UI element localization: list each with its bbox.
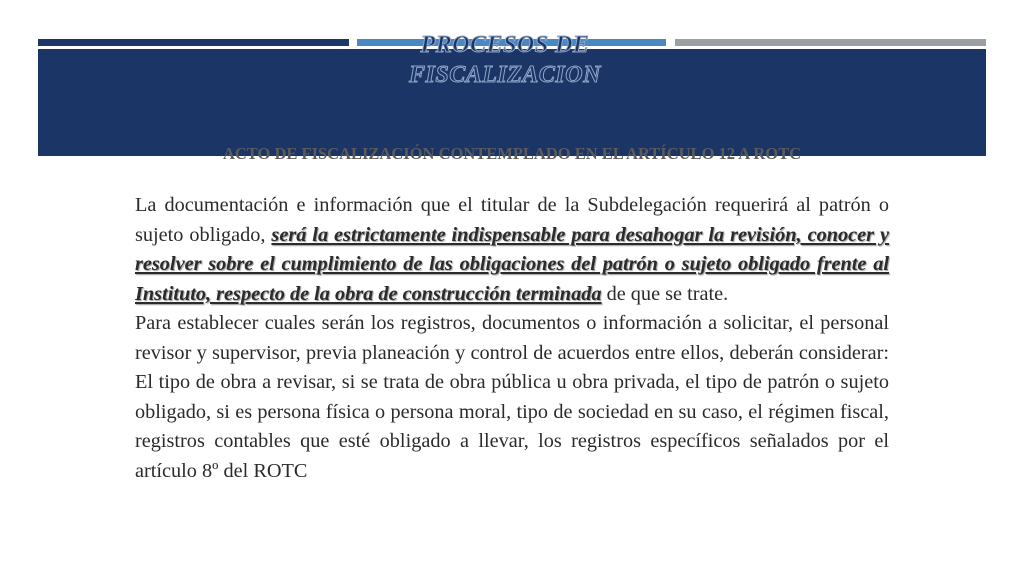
body-text <box>135 191 889 486</box>
slide-title-line-2: FISCALIZACION <box>409 62 601 88</box>
paragraph-1-ending: de que se trate. <box>601 282 729 305</box>
slide-title-line-1: PROCESOS DE <box>420 32 590 58</box>
paragraph-1 <box>135 191 889 309</box>
slide-title <box>380 30 630 90</box>
paragraph-1-intro: La documentación e información que el titular de la Subdelegación requerirá al patrón o sujeto obligado, <box>135 194 889 246</box>
top-accent-bar-gray <box>675 39 986 46</box>
top-accent-bar-dark <box>38 39 349 46</box>
paragraph-1-emphasis: será la estrictamente indispensable para desahogar la revisión, conocer y resolver sobre el cumplimiento de las obligaciones del patrón o sujeto obligado frente al Instituto, respecto de la obra de construcción terminada <box>135 223 889 305</box>
slide-subtitle: ACTO DE FISCALIZACIÓN CONTEMPLADO EN EL ARTÍCULO 12 A ROTC <box>222 144 802 163</box>
paragraph-2: Para establecer cuales serán los registros, documentos o información a solicitar, el personal revisor y supervisor, previa planeación y control de acuerdos entre ellos, deberán considerar: El tipo de obra a revisar, si se trata de obra pública u obra privada, el tipo de patrón o sujeto obligado, si es persona física o persona moral, tipo de sociedad en su caso, el régimen fiscal, registros contables que esté obligado a llevar, los registros específicos señalados por el artículo 8º del ROTC <box>135 312 889 482</box>
